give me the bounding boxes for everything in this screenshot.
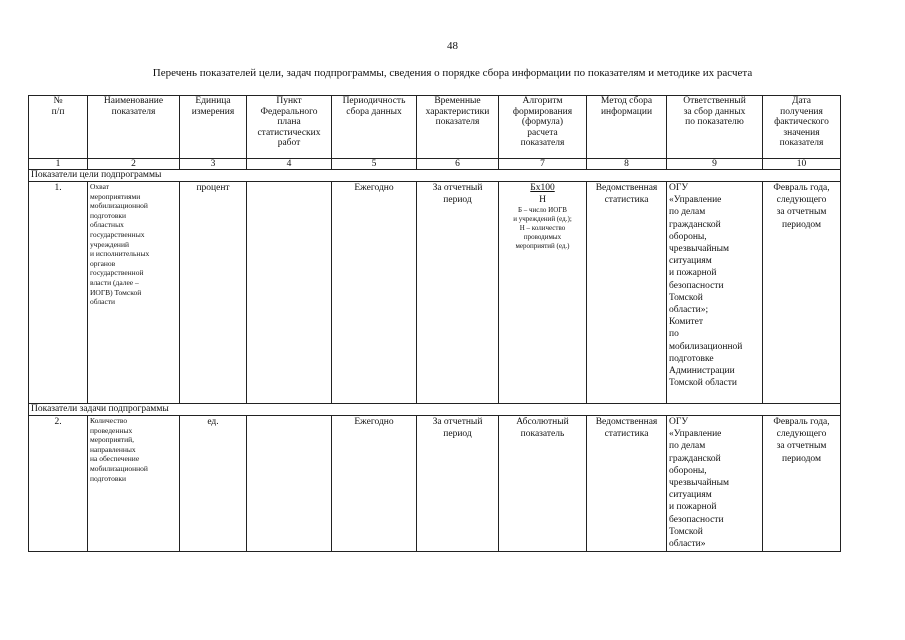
table-row: [29, 182, 841, 404]
section-title-task: Показатели задачи подпрограммы: [29, 404, 841, 416]
responsible: ОГУ «Управление по делам гражданской обороны, чрезвычайным ситуациям и пожарной безопасности Томской области»: [667, 416, 763, 552]
formula-denominator: Н: [539, 195, 546, 206]
column-number: 1: [29, 159, 88, 170]
column-number: 2: [88, 159, 180, 170]
header-num: № п/п: [29, 96, 88, 159]
formula-numerator: Бх100: [530, 183, 555, 193]
fed-plan-item: [247, 182, 332, 404]
value-date: Февраль года, следующего за отчетным периодом: [763, 182, 841, 404]
indicator-unit: процент: [180, 182, 247, 404]
header-name: Наименование показателя: [88, 96, 180, 159]
header-date: Дата получения фактического значения показателя: [763, 96, 841, 159]
value-date: Февраль года, следующего за отчетным периодом: [763, 416, 841, 552]
collection-method: Ведомственная статистика: [587, 416, 667, 552]
indicator-unit: ед.: [180, 416, 247, 552]
column-number-row: [29, 159, 841, 170]
periodicity: Ежегодно: [332, 416, 417, 552]
header-fed-plan: Пункт Федерального плана статистических работ: [247, 96, 332, 159]
column-number: 7: [499, 159, 587, 170]
column-number: 3: [180, 159, 247, 170]
section-row: [29, 404, 841, 416]
column-number: 6: [417, 159, 499, 170]
periodicity: Ежегодно: [332, 182, 417, 404]
table-row: [29, 416, 841, 552]
column-number: 4: [247, 159, 332, 170]
time-characteristics: За отчетный период: [417, 416, 499, 552]
header-responsible: Ответственный за сбор данных по показателю: [667, 96, 763, 159]
responsible: ОГУ «Управление по делам гражданской обороны, чрезвычайным ситуациям и пожарной безопасности Томской области»; Комитет по мобилизационной подготовке Администрации Томской области: [667, 182, 763, 404]
document-title: Перечень показателей цели, задач подпрограммы, сведения о порядке сбора информации по показателям и методике их расчета: [152, 67, 753, 79]
page-number: 48: [447, 40, 458, 52]
column-number: 10: [763, 159, 841, 170]
indicator-name: Охват мероприятиями мобилизационной подготовки областных государственных учреждений и исполнительных органов государственной власти (далее – ИОГВ) Томской области: [88, 182, 180, 404]
formula-cell: [499, 182, 587, 404]
time-characteristics: За отчетный период: [417, 182, 499, 404]
indicators-table: [28, 95, 841, 552]
section-title-goal: Показатели цели подпрограммы: [29, 170, 841, 182]
column-number: 5: [332, 159, 417, 170]
header-unit: Единица измерения: [180, 96, 247, 159]
header-row: [29, 96, 841, 159]
collection-method: Ведомственная статистика: [587, 182, 667, 404]
fed-plan-item: [247, 416, 332, 552]
row-num: 2.: [29, 416, 88, 552]
header-periodicity: Периодичность сбора данных: [332, 96, 417, 159]
header-time-char: Временные характеристики показателя: [417, 96, 499, 159]
indicator-name: Количество проведенных мероприятий, направленных на обеспечение мобилизационной подготовки: [88, 416, 180, 552]
column-number: 8: [587, 159, 667, 170]
section-row: [29, 170, 841, 182]
row-num: 1.: [29, 182, 88, 404]
header-formula: Алгоритм формирования (формула) расчета показателя: [499, 96, 587, 159]
column-number: 9: [667, 159, 763, 170]
formula-note: Б – число ИОГВ и учреждений (ед.); Н – количество проводимых мероприятий (ед.): [513, 206, 572, 251]
header-method: Метод сбора информации: [587, 96, 667, 159]
formula-cell: Абсолютный показатель: [499, 416, 587, 552]
